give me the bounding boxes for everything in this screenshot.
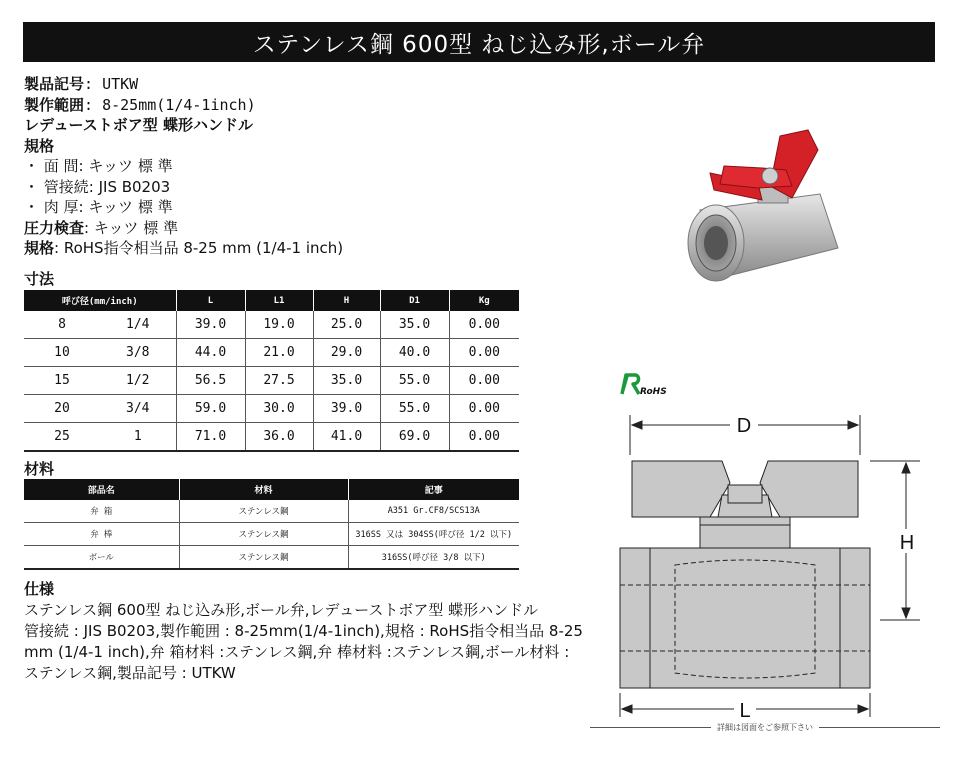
standard-label: 規格 (24, 136, 55, 155)
dim-header-kg: Kg (449, 290, 519, 311)
model-value: : UTKW (84, 75, 139, 93)
model-label: 製品記号 (24, 75, 85, 93)
cell-note: A351 Gr.CF8/SCS13A (348, 500, 519, 523)
materials-header-row (24, 479, 519, 500)
dimensions-table (24, 290, 519, 452)
pressure-label: 圧力検査 (24, 218, 85, 237)
dimensions-title: 寸法 (24, 270, 55, 288)
cell-l: 44.0 (176, 339, 245, 367)
rohs-row (24, 238, 343, 259)
pressure-row (24, 218, 343, 239)
dim-d-label: D (736, 415, 752, 437)
std-item-2: ・ 管接続: JIS B0203 (24, 177, 171, 196)
rohs-value: : RoHS指令相当品 8-25 mm (1/4-1 inch) (54, 239, 344, 257)
model-row (24, 74, 343, 95)
note-rule-left (590, 727, 711, 728)
table-row (24, 367, 519, 395)
std-item-1: ・ 面 間: キッツ 標 準 (24, 157, 173, 175)
dim-header-nominal: 呼び径(mm/inch) (24, 290, 176, 311)
cell-kg: 0.00 (449, 311, 519, 339)
mat-header-note: 記事 (348, 479, 519, 500)
cell-l1: 21.0 (245, 339, 313, 367)
table-row (24, 423, 519, 452)
cell-l: 39.0 (176, 311, 245, 339)
valve-drawing (580, 405, 940, 723)
cell-note: 316SS 又は 304SS(呼び径 1/2 以下) (348, 523, 519, 546)
dim-header-l1: L1 (245, 290, 313, 311)
cell-h: 25.0 (313, 311, 380, 339)
cell-l: 59.0 (176, 395, 245, 423)
cell-d1: 40.0 (380, 339, 449, 367)
std-item-3: ・ 肉 厚: キッツ 標 準 (24, 198, 173, 216)
rohs-logo (618, 372, 682, 398)
dim-header-d1: D1 (380, 290, 449, 311)
cell-material: ステンレス鋼 (179, 523, 348, 546)
handle-row (24, 115, 343, 136)
cell-d1: 35.0 (380, 311, 449, 339)
cell-mm: 10 (24, 339, 100, 367)
mat-header-part: 部品名 (24, 479, 179, 500)
range-value: : 8-25mm(1/4-1inch) (84, 95, 256, 114)
materials-title: 材料 (24, 460, 55, 478)
cell-d1: 69.0 (380, 423, 449, 452)
rohs-logo-text: RoHS (640, 387, 667, 397)
cell-inch: 1 (100, 423, 176, 452)
cell-inch: 1/2 (100, 367, 176, 395)
description-line-1: ステンレス鋼 600型 ねじ込み形,ボール弁,レデューストボア型 蝶形ハンドル (24, 601, 539, 619)
cell-l: 56.5 (176, 367, 245, 395)
cell-mm: 8 (24, 311, 100, 339)
cell-kg: 0.00 (449, 395, 519, 423)
cell-part: 弁 棒 (24, 523, 179, 546)
cell-mm: 20 (24, 395, 100, 423)
cell-note: 316SS(呼び径 3/8 以下) (348, 546, 519, 570)
cell-part: 弁 箱 (24, 500, 179, 523)
cell-h: 35.0 (313, 367, 380, 395)
cell-inch: 3/4 (100, 395, 176, 423)
cell-l1: 30.0 (245, 395, 313, 423)
cell-mm: 25 (24, 423, 100, 452)
note-rule-right (819, 727, 940, 728)
dim-header-l: L (176, 290, 245, 311)
pressure-value: : キッツ 標 準 (84, 218, 179, 237)
cell-l1: 19.0 (245, 311, 313, 339)
drawing-note-text: 詳細は図面をご参照下さい (717, 723, 813, 732)
table-row (24, 500, 519, 523)
cell-h: 41.0 (313, 423, 380, 452)
description-line-2: 管接続 : JIS B0203,製作範囲 : 8-25mm(1/4-1inch),規格 : RoHS指令相当品 8-25 mm (1/4-1 inch),弁 箱材料 :ステンレス鋼,弁 棒材料 :ステンレス鋼,ボール材料 :ステンレス鋼,製品記号 : UTKW (24, 622, 583, 682)
cell-d1: 55.0 (380, 367, 449, 395)
cell-mm: 15 (24, 367, 100, 395)
dim-header-h: H (313, 290, 380, 311)
cell-l: 71.0 (176, 423, 245, 452)
cell-kg: 0.00 (449, 367, 519, 395)
cell-h: 39.0 (313, 395, 380, 423)
spec-block (24, 74, 343, 259)
table-row (24, 523, 519, 546)
description-block (24, 600, 584, 684)
cell-material: ステンレス鋼 (179, 546, 348, 570)
dimensions-header-row (24, 290, 519, 311)
cell-part: ボール (24, 546, 179, 570)
valve-photo (680, 128, 850, 293)
table-row (24, 311, 519, 339)
cell-kg: 0.00 (449, 423, 519, 452)
cell-material: ステンレス鋼 (179, 500, 348, 523)
range-row (24, 95, 343, 116)
cell-l1: 36.0 (245, 423, 313, 452)
standard-row (24, 136, 343, 157)
range-label: 製作範囲 (24, 95, 85, 114)
cell-kg: 0.00 (449, 339, 519, 367)
drawing-note (590, 722, 940, 733)
description-title: 仕様 (24, 580, 55, 598)
cell-l1: 27.5 (245, 367, 313, 395)
table-row (24, 546, 519, 570)
table-row (24, 339, 519, 367)
cell-d1: 55.0 (380, 395, 449, 423)
cell-inch: 3/8 (100, 339, 176, 367)
cell-h: 29.0 (313, 339, 380, 367)
handle-text: レデューストボア型 蝶形ハンドル (24, 116, 254, 134)
materials-table (24, 479, 519, 570)
page-banner: ステンレス鋼 600型 ねじ込み形,ボール弁 (23, 22, 935, 62)
cell-inch: 1/4 (100, 311, 176, 339)
dim-l-label: L (739, 700, 751, 722)
rohs-label: 規格 (24, 239, 55, 257)
mat-header-material: 材料 (179, 479, 348, 500)
table-row (24, 395, 519, 423)
dim-h-label: H (899, 532, 915, 554)
